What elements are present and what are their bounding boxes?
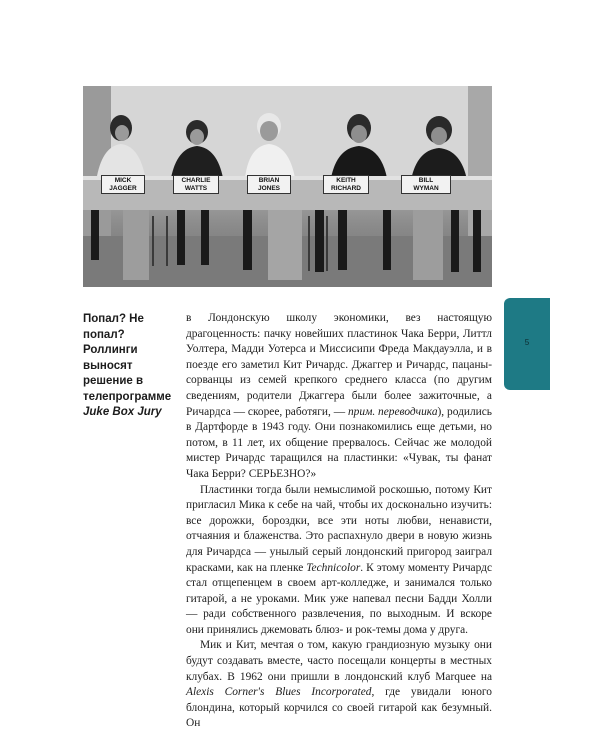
- paragraph-1: [186, 311, 492, 483]
- p2-text-b: . К этому моменту Ричардс стал отщепенцем в своем арт-колледже, и занимался только гитарой, а не уроками. Мик уже напевал песни Бадди Холли — ради собственного развлечения, по выходным. И вскоре они принялись джемовать блюз- и рок-темы дома у друга.: [186, 561, 492, 636]
- p3-text-a: Мик и Кит, мечтая о том, какую грандиозную музыку они будут создавать вместе, часто посещали концерты в местных клубах. В 1962 они пришли в лондонский клуб Marquee на: [186, 639, 492, 683]
- article-body: [186, 311, 492, 732]
- chapter-tab: [504, 298, 550, 390]
- translator-note: прим. переводчика: [347, 405, 438, 418]
- p3-text-b: , где увидали юного блондина, который корчился со своей гитарой как безумный. Он: [186, 686, 492, 730]
- nameplate-bill-wyman: BILL WYMAN: [401, 175, 451, 194]
- technicolor-term: Technicolor: [306, 561, 361, 574]
- band-photo: [83, 86, 492, 287]
- p1-text-a: в Лондонскую школу экономики, вез настоящую драгоценность: пачку новейших пластинок Чака Берри, Литтл Уолтера, Мадди Уотерса и Миссисипи Фреда Макдауэлла, и в поезде его заметил Кит Ричардс. Джаггер и Ричардс, пацаны-сорванцы из семей крепкого среднего класса (по другим сведениям, родители Джаггера были более зажиточные, а Ричардса — скорее, работяги, —: [186, 312, 492, 418]
- page-number: 5: [524, 338, 530, 347]
- nameplate-charlie-watts: CHARLIE WATTS: [173, 175, 219, 194]
- caption-text: Попал? Не попал? Роллинги выносят решение в телепрограмме: [83, 313, 172, 403]
- band-name: Alexis Corner's Blues Incorporated: [186, 686, 372, 699]
- nameplate-brian-jones: BRIAN JONES: [247, 175, 291, 194]
- nameplate-keith-richard: KEITH RICHARD: [323, 175, 369, 194]
- p2-text-a: Пластинки тогда были немыслимой роскошью, потому Кит пригласил Мика к себе на чай, чтобы их досконально изучить: все дорожки, бороздки, все эти ноты любви, ненависти, отчаяния и блаженства. Это распахнуло двери в новую жизнь для Ричардса — унылый серый лондонский пригород заиграл красками, как на пленке: [186, 483, 492, 574]
- paragraph-3: [186, 638, 492, 732]
- photo-caption: [83, 312, 173, 421]
- paragraph-2: [186, 483, 492, 639]
- p1-text-b: ), родились в Дартфорде в 1943 году. Они познакомились еще детьми, но потом, в 11 лет, их общение прервалось. Сейчас же молодой мистер Ричардс таращился на пластинки: «Чувак, ты фанат Чака Берри? СЕРЬЕЗНО?»: [186, 405, 492, 480]
- nameplate-mick-jagger: MICK JAGGER: [101, 175, 145, 194]
- caption-show-name: Juke Box Jury: [83, 406, 162, 418]
